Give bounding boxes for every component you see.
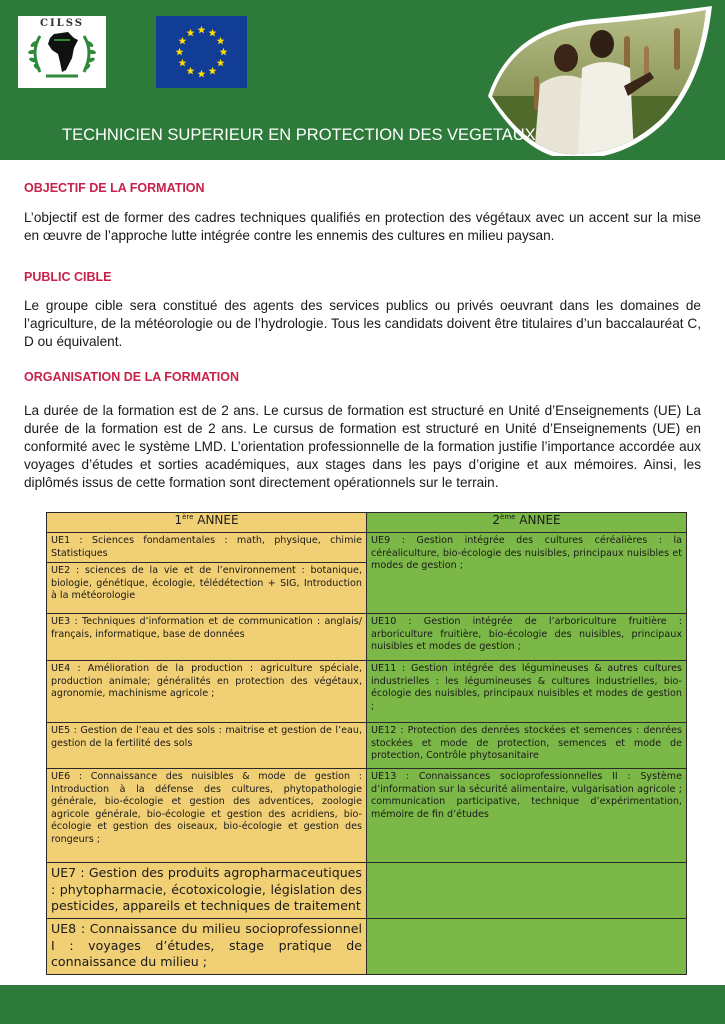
table-row	[47, 614, 687, 661]
eu-stars-icon	[156, 16, 247, 88]
eu-star-icon	[220, 48, 228, 56]
empty-cell	[367, 919, 687, 975]
table-row	[47, 769, 687, 863]
eu-star-icon	[198, 70, 206, 78]
ue1-cell: UE1 : Sciences fondamentales : math, physique, chimie Statistiques	[51, 535, 362, 559]
ue11-cell: UE11 : Gestion intégrée des légumineuses & autres cultures industrielles : les légumineuses & cultures industrielles, bio-écologie des nuisibles, principaux nuisibles et modes de gestion ;	[371, 663, 682, 712]
ue2-cell: UE2 : sciences de la vie et de l’environnement : botanique, biologie, génétique, écologie, télédétection + SIG, Introduction à la météorologie	[51, 565, 362, 601]
eu-star-icon	[217, 59, 225, 67]
ue12-cell: UE12 : Protection des denrées stockées et semences : denrées stockées et mode de protection, semences et mode de protection, Contrôle phytosanitaire	[371, 725, 682, 761]
table-row	[47, 533, 687, 563]
table-row	[47, 723, 687, 769]
eu-star-icon	[178, 59, 186, 67]
africa-laurel-icon	[18, 16, 106, 88]
page-header	[0, 0, 725, 160]
table-row	[47, 919, 687, 975]
organisation-text: La durée de la formation est de 2 ans. Le cursus de formation est structuré en Unité d’Enseignements (UE) La durée de la formation est de 2 ans. Le cursus de formation est structuré en Unité d’Enseignements (UE) en conformité avec le système LMD. L’orientation professionnelle de la formation justifie l’importance accordée aux voyages d’études et sorties académiques, aux stages dans les pays d’origine et aux mémoires. Ainsi, les diplômés issus de cette formation sont directement opérationnels sur le terrain.	[24, 403, 701, 490]
table-header-row	[47, 513, 687, 533]
eu-star-icon	[178, 37, 186, 45]
footer-bar	[0, 985, 725, 1024]
eu-star-icon	[187, 29, 195, 37]
table-row	[47, 661, 687, 723]
eu-star-icon	[187, 67, 195, 75]
ue10-cell: UE10 : Gestion intégrée de l’arboriculture fruitière : arboriculture fruitière, bio-écologie des nuisibles, principaux nuisibles et modes de gestion ;	[371, 616, 682, 652]
objectif-text: L’objectif est de former des cadres techniques qualifiés en protection des végétaux avec un accent sur la mise en œuvre de l’approche lutte intégrée contre les ennemis des cultures en milieu paysan.	[24, 210, 701, 243]
cilss-logo	[18, 16, 106, 88]
ue6-cell: UE6 : Connaissance des nuisibles & mode de gestion : Introduction à la défense des cultures, phytopathologie générale, bio-écologie et gestion des adventices, zoologie agricole générale, bio-écologie et gestion des acridiens, bio-écologie et gestion des oiseaux, bio-écologie et gestion des rongeurs ;	[51, 771, 362, 845]
ue3-cell: UE3 : Techniques d’information et de communication : anglais/ français, informatique, base de données	[51, 616, 362, 640]
public-text: Le groupe cible sera constitué des agents des services publics ou privés oeuvrant dans les domaines de l’agriculture, de la météorologie ou de l’hydrologie. Tous les candidats doivent être titulaires d’un baccalauréat C, D ou équivalent.	[24, 298, 701, 349]
ue9-cell: UE9 : Gestion intégrée des cultures céréalières : la céréaliculture, bio-écologie des nuisibles, principaux nuisibles et modes de gestion ;	[371, 535, 682, 571]
ue8-cell: UE8 : Connaissance du milieu socioprofessionnel I : voyages d’études, stage pratique de connaissance du milieu ;	[51, 921, 362, 969]
organisation-heading: ORGANISATION DE LA FORMATION	[24, 370, 240, 384]
objectif-heading: OBJECTIF DE LA FORMATION	[24, 181, 205, 195]
eu-star-icon	[217, 37, 225, 45]
empty-cell	[367, 863, 687, 919]
page-title: TECHNICIEN SUPERIEUR EN PROTECTION DES VEGETAUX	[62, 126, 536, 144]
cilss-logo-text: CILSS	[40, 18, 84, 29]
table-row	[47, 863, 687, 919]
eu-flag-logo	[156, 16, 247, 88]
public-heading: PUBLIC CIBLE	[24, 270, 112, 284]
eu-star-icon	[176, 48, 184, 56]
ue13-cell: UE13 : Connaissances socioprofessionnelles II : Système d’information sur la sécurité alimentaire, vulgarisation agricole ; communication participative, technique d’expérimentation, mémoire de fin d’études	[371, 771, 682, 820]
ue7-cell: UE7 : Gestion des produits agropharmaceutiques : phytopharmacie, écotoxicologie, législation des pesticides, appareils et techniques de traitement	[51, 865, 362, 913]
ue-table	[46, 512, 687, 975]
ue5-cell: UE5 : Gestion de l’eau et des sols : maitrise et gestion de l’eau, gestion de la fertilité des sols	[51, 725, 362, 749]
eu-star-icon	[198, 26, 206, 34]
ue4-cell: UE4 : Amélioration de la production : agriculture spéciale, production animale; généralités en protection des végétaux, agronomie, machinisme agricole ;	[51, 663, 362, 699]
year2-header: 2ème ANNEE	[367, 513, 687, 533]
year1-header: 1ère ANNEE	[47, 513, 367, 533]
eu-star-icon	[209, 29, 217, 37]
eu-star-icon	[209, 67, 217, 75]
